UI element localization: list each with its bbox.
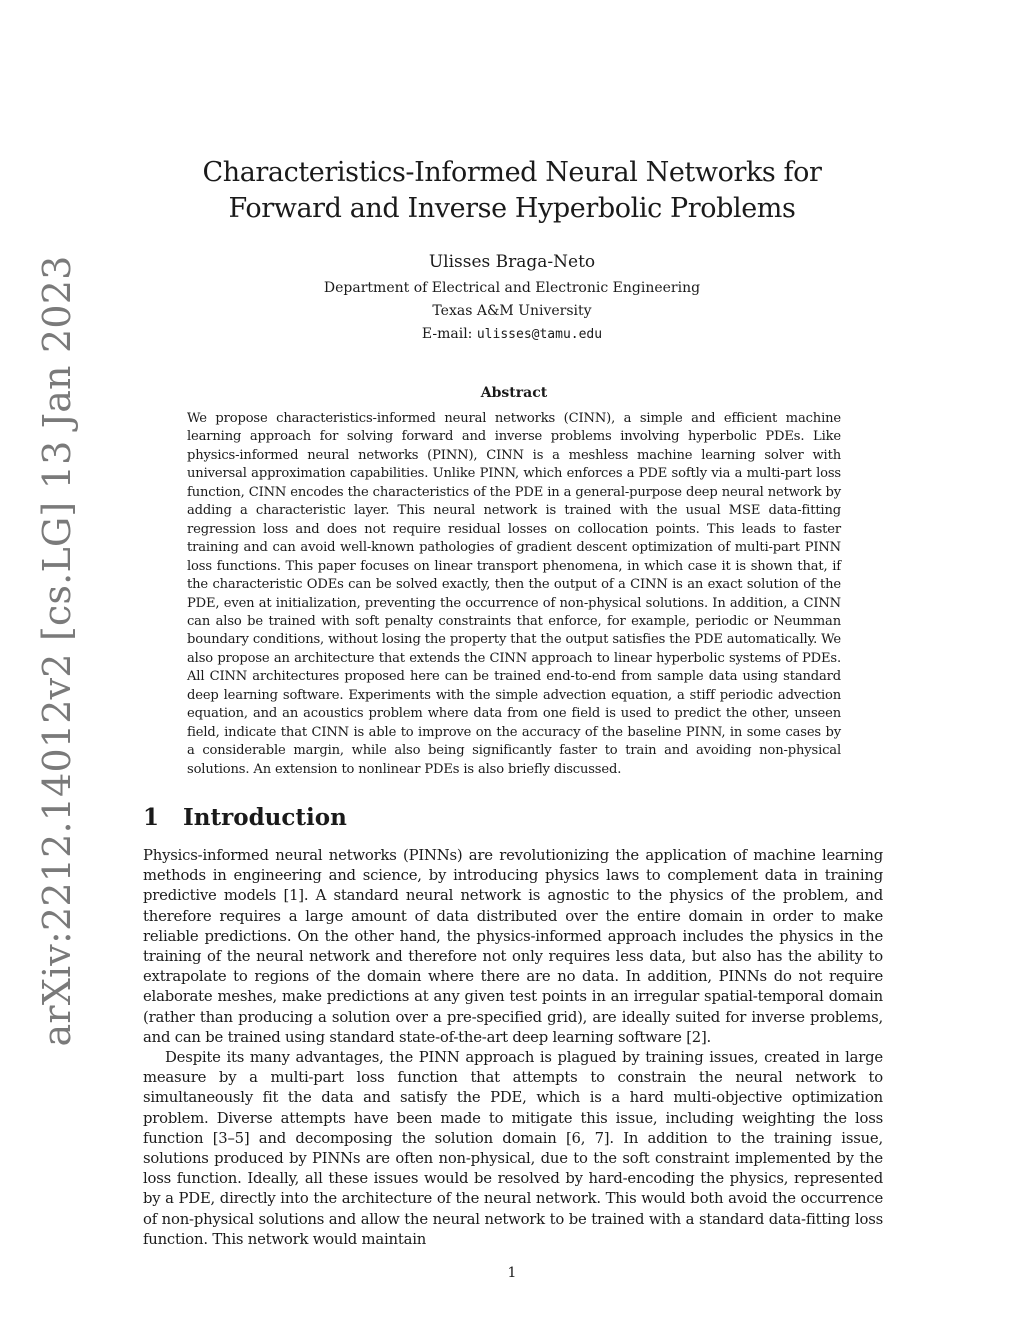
section-number: 1 [143,804,160,831]
page-number: 1 [507,1265,517,1281]
author-department: Department of Electrical and Electronic Engineering [323,280,701,296]
paper-title-line-1: Characteristics-Informed Neural Networks for [202,157,822,188]
abstract-section [187,384,841,779]
abstract-text: We propose characteristics-informed neural networks (CINN), a simple and efficient machine learning approach for solving forward and inverse problems involving hyperbolic PDEs. Like physics-informed neural networks (PINN), CINN is a meshless machine learning solver with universal approximation capabilities. Unlike PINN, which enforces a PDE softly via a multi-part loss function, CINN encodes the characteristics of the PDE in a general-purpose deep neural network by adding a characteristic layer. This neural network is trained with the usual MSE data-fitting regression loss and does not require residual losses on collocation points. This leads to faster training and can avoid well-known pathologies of gradient descent optimization of multi-part PINN loss functions. This paper focuses on linear transport phenomena, in which case it is shown that, if the characteristic ODEs can be solved exactly, then the output of a CINN is an exact solution of the PDE, even at initialization, preventing the occurrence of non-physical solutions. In addition, a CINN can also be trained with soft penalty constraints that enforce, for example, periodic or Neumman boundary conditions, without losing the property that the output satisfies the PDE automatically. We also propose an architecture that extends the CINN approach to linear hyperbolic systems of PDEs. All CINN architectures proposed here can be trained end-to-end from sample data using standard deep learning software. Experiments with the simple advection equation, a stiff periodic advection equation, and an acoustics problem where data from one field is used to predict the other, unseen field, indicate that CINN is able to improve on the accuracy of the baseline PINN, in some cases by a considerable margin, while also being significantly faster to train and avoiding non-physical solutions. An extension to nonlinear PDEs is also briefly discussed. [187,411,841,777]
introduction-paragraph-1: Physics-informed neural networks (PINNs) are revolutionizing the application of machine learning methods in engineering and science, by introducing physics laws to complement data in training predictive models [1]. A standard neural network is agnostic to the physics of the problem, and therefore requires a large amount of data distributed over the entire domain in order to make reliable predictions. On the other hand, the physics-informed approach includes the physics in the training of the neural network and therefore not only requires less data, but also has the ability to extrapolate to regions of the domain where there are no data. In addition, PINNs do not require elaborate meshes, make predictions at any given test points in an irregular spatial-temporal domain (rather than producing a solution over a pre-specified grid), are ideally suited for inverse problems, and can be trained using standard state-of-the-art deep learning software [2]. [143,847,883,1046]
arxiv-identifier-stamp: arXiv:2212.14012v2 [cs.LG] 13 Jan 2023 [35,255,79,1047]
author-block [200,250,824,346]
section-heading-introduction [143,803,347,833]
author-email-line [200,323,824,346]
author-university: Texas A&M University [432,303,592,319]
abstract-heading: Abstract [480,385,548,401]
introduction-body [143,846,883,1250]
email-label: E-mail: [421,326,477,342]
introduction-paragraph-2: Despite its many advantages, the PINN approach is plagued by training issues, created in large measure by a multi-part loss function that attempts to constrain the neural network to simultaneously fit the data and satisfy the PDE, which is a hard multi-objective optimization problem. Diverse attempts have been made to mitigate this issue, including weighting the loss function [3–5] and decomposing the solution domain [6, 7]. In addition to the training issue, solutions produced by PINNs are often non-physical, due to the soft constraint implemented by the loss function. Ideally, all these issues would be resolved by hard-encoding the physics, represented by a PDE, directly into the architecture of the neural network. This would both avoid the occurrence of non-physical solutions and allow the neural network to be trained with a standard data-fitting loss function. This network would maintain [143,1049,883,1248]
author-name: Ulisses Braga-Neto [428,252,596,272]
paper-title-line-2: Forward and Inverse Hyperbolic Problems [228,193,796,224]
paper-title [150,155,874,227]
author-email-link[interactable]: ulisses@tamu.edu [476,327,603,342]
section-title: Introduction [183,804,347,831]
